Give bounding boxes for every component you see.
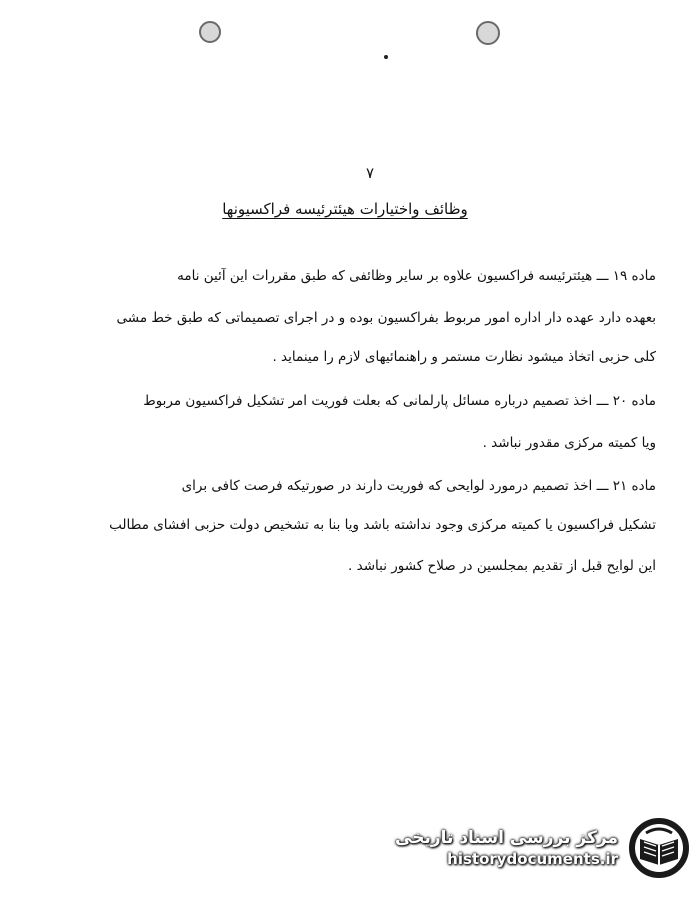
watermark xyxy=(392,807,692,889)
ink-speck xyxy=(384,55,388,59)
text-line-3: کلی حزبی اتخاذ میشود نظارت مستمر و راهنمائیهای لازم را مینماید . xyxy=(272,349,656,365)
text-line-1: ماده ۱۹ ـــ هیئترئیسه فراکسیون علاوه بر سایر وظائفی که طبق مقررات این آئین نامه xyxy=(177,268,656,284)
punch-hole-left xyxy=(199,21,221,43)
punch-hole-right xyxy=(476,21,500,45)
book-logo-icon xyxy=(626,815,692,881)
text-line-4: ماده ۲۰ ـــ اخذ تصمیم درباره مسائل پارلمانی که بعلت فوریت امر تشکیل فراکسیون مربوط xyxy=(143,393,656,409)
watermark-text xyxy=(395,828,618,868)
text-line-2: بعهده دارد عهده دار اداره امور مربوط بفراکسیون بوده و در اجرای تصمیماتی که طبق خط مشی xyxy=(116,310,656,326)
text-line-6: ماده ۲۱ ـــ اخذ تصمیم درمورد لوایحی که فوریت دارند در صورتیکه فرصت کافی برای xyxy=(181,478,656,494)
page-number: ۷ xyxy=(365,164,375,182)
text-line-5: ویا کمیته مرکزی مقدور نباشد . xyxy=(482,435,656,451)
text-line-8: این لوایح قبل از تقدیم بمجلسین در صلاح کشور نباشد . xyxy=(348,558,656,574)
text-line-7: تشکیل فراکسیون یا کمیته مرکزی وجود نداشته باشد ویا بنا به تشخیص دولت حزبی افشای مطالب xyxy=(109,517,656,533)
watermark-url: historydocuments.ir xyxy=(447,850,618,868)
watermark-title: مرکز بررسی اسناد تاریخی xyxy=(395,828,618,848)
section-heading: وظائف واختیارات هیئترئیسه فراکسیونها xyxy=(222,200,468,218)
